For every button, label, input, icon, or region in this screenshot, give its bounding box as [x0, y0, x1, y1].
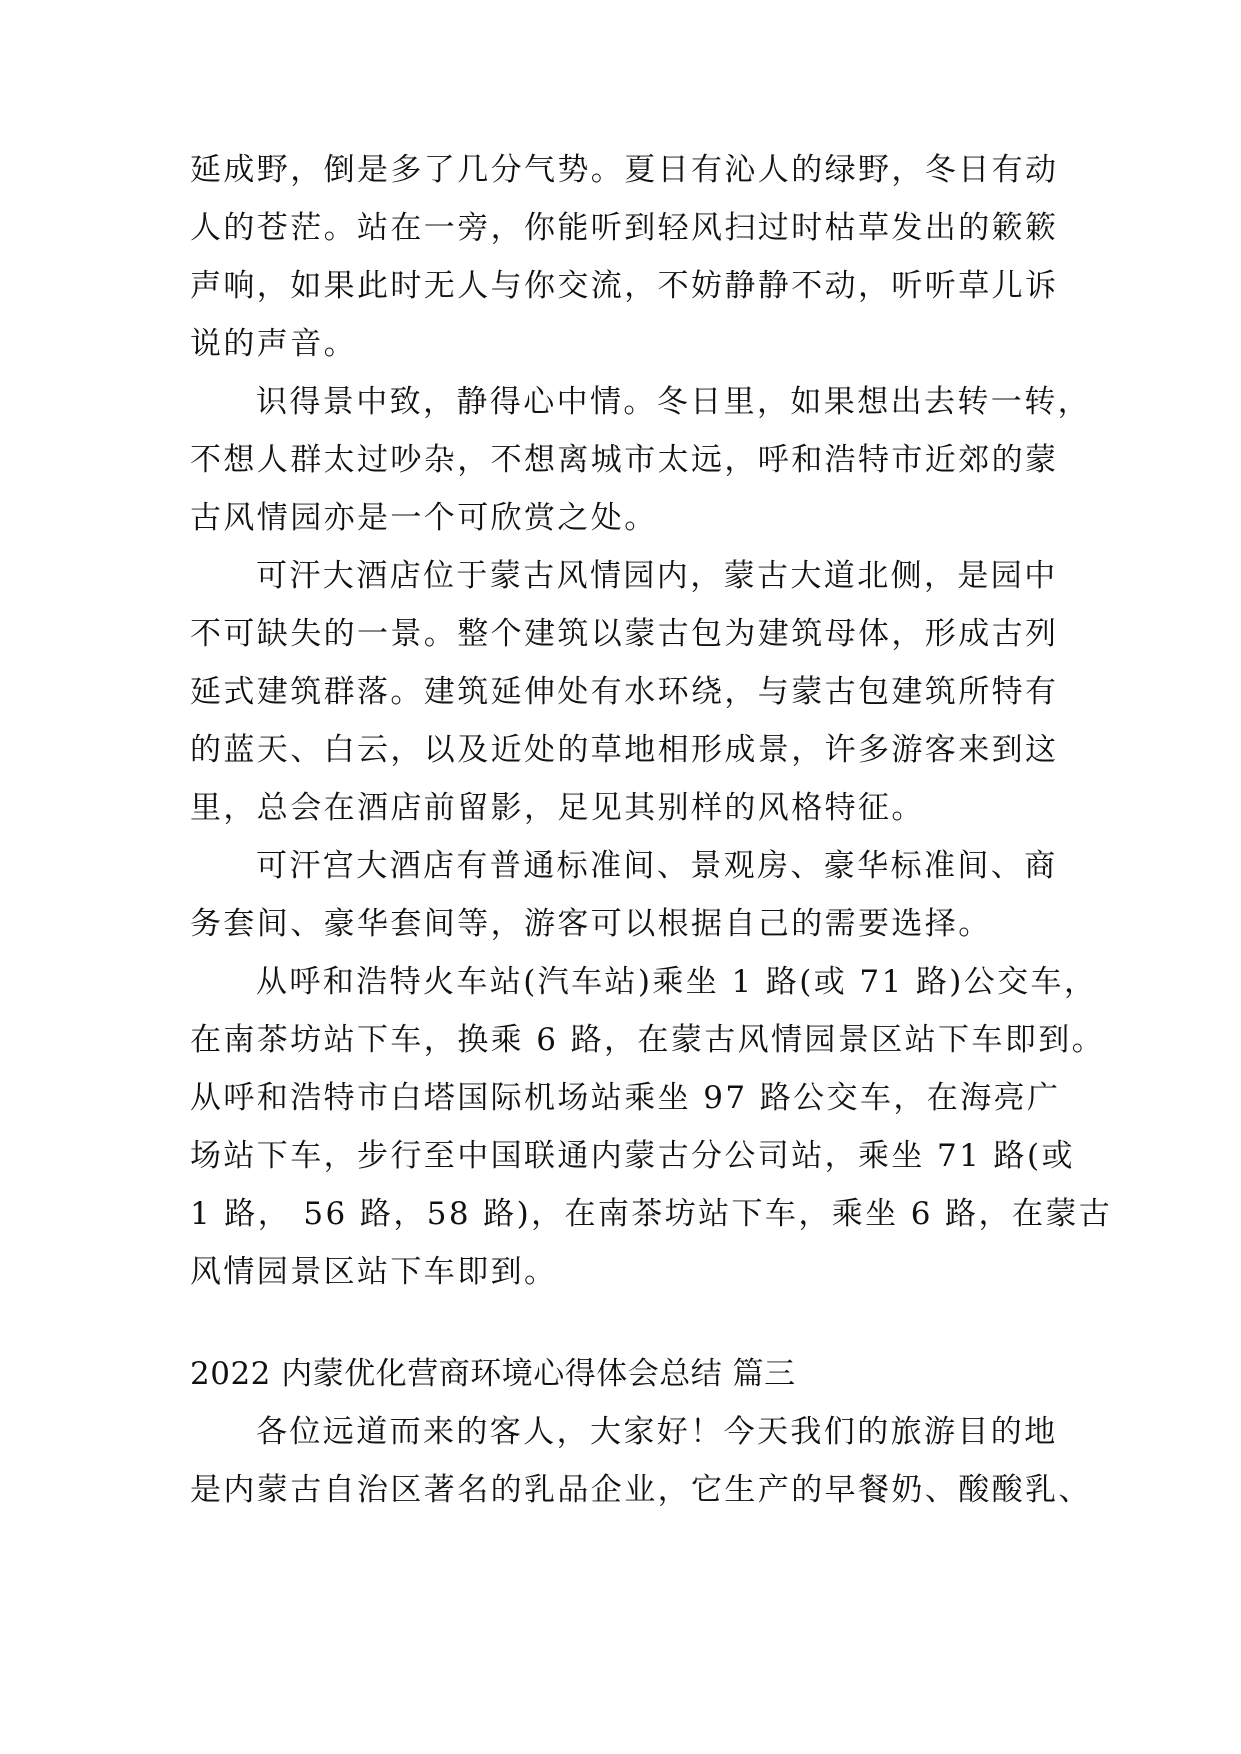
text-line: 是内蒙古自治区著名的乳品企业，它生产的早餐奶、酸酸乳、 [190, 1472, 1092, 1508]
text-line: 里，总会在酒店前留影，足见其别样的风格特征。 [190, 790, 925, 826]
text-line: 延式建筑群落。建筑延伸处有水环绕，与蒙古包建筑所特有 [190, 674, 1059, 710]
paragraph-start-line: 可汗宫大酒店有普通标准间、景观房、豪华标准间、商 [256, 848, 1058, 884]
text-line: 说的声音。 [190, 326, 357, 362]
text-line: 场站下车，步行至中国联通内蒙古分公司站，乘坐 71 路(或 [190, 1138, 1075, 1174]
text-line: 不想人群太过吵杂，不想离城市太远，呼和浩特市近郊的蒙 [190, 442, 1059, 478]
text-line: 务套间、豪华套间等，游客可以根据自己的需要选择。 [190, 906, 992, 942]
paragraph-start-line: 识得景中致，静得心中情。冬日里，如果想出去转一转， [256, 384, 1091, 420]
paragraph-start-line: 可汗大酒店位于蒙古风情园内，蒙古大道北侧，是园中 [256, 558, 1058, 594]
text-line: 的蓝天、白云，以及近处的草地相形成景，许多游客来到这 [190, 732, 1059, 768]
paragraph-start-line: 从呼和浩特火车站(汽车站)乘坐 1 路(或 71 路)公交车， [256, 964, 1098, 1000]
text-line: 声响，如果此时无人与你交流，不妨静静不动，听听草儿诉 [190, 268, 1059, 304]
section-heading: 2022 内蒙优化营商环境心得体会总结 篇三 [190, 1356, 796, 1392]
text-line: 1 路， 56 路，58 路)，在南茶坊站下车，乘坐 6 路，在蒙古 [190, 1196, 1113, 1232]
text-line: 古风情园亦是一个可欣赏之处。 [190, 500, 658, 536]
text-line: 延成野，倒是多了几分气势。夏日有沁人的绿野，冬日有动 [190, 152, 1059, 188]
text-line: 风情园景区站下车即到。 [190, 1254, 558, 1290]
text-line: 从呼和浩特市白塔国际机场站乘坐 97 路公交车，在海亮广 [190, 1080, 1061, 1116]
text-line: 在南茶坊站下车，换乘 6 路，在蒙古风情园景区站下车即到。 [190, 1022, 1106, 1058]
text-line: 不可缺失的一景。整个建筑以蒙古包为建筑母体，形成古列 [190, 616, 1059, 652]
paragraph-start-line: 各位远道而来的客人，大家好！今天我们的旅游目的地 [256, 1414, 1058, 1450]
text-line: 人的苍茫。站在一旁，你能听到轻风扫过时枯草发出的簌簌 [190, 210, 1059, 246]
